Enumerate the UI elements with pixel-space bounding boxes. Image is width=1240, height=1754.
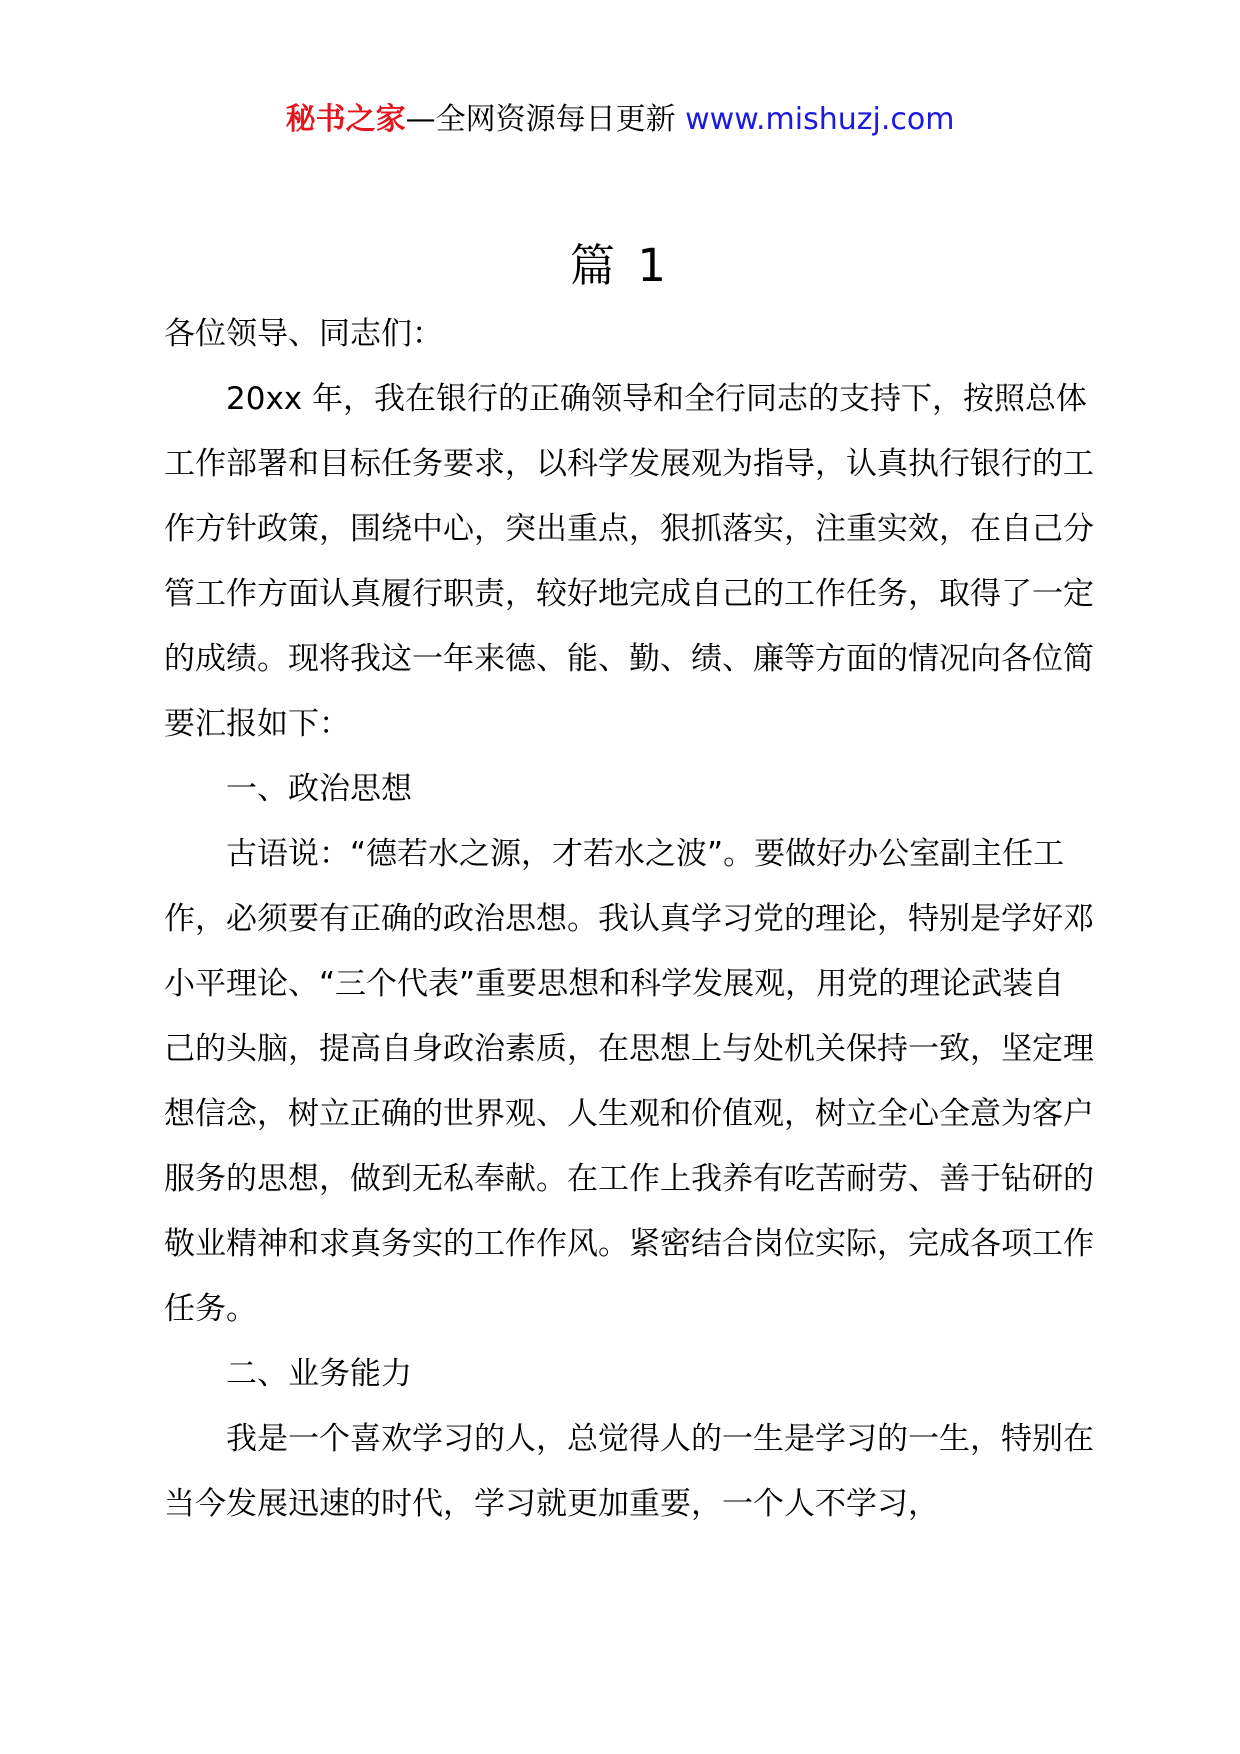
salutation: 各位领导、同志们： <box>164 316 443 352</box>
document-body <box>164 302 1094 1537</box>
site-url-link[interactable]: www.mishuzj.com <box>685 102 955 137</box>
paragraph-politics: 古语说：“德若水之源，才若水之波”。要做好办公室副主任工作，必须要有正确的政治思想。我认真学习党的理论，特别是学好邓小平理论、“三个代表”重要思想和科学发展观，用党的理论武装自己的头脑，提高自身政治素质，在思想上与处机关保持一致，坚定理想信念，树立正确的世界观、人生观和价值观，树立全心全意为客户服务的思想，做到无私奉献。在工作上我养有吃苦耐劳、善于钻研的敬业精神和求真务实的工作作风。紧密结合岗位实际，完成各项工作任务。 <box>164 836 1094 1327</box>
paragraph-ability: 我是一个喜欢学习的人，总觉得人的一生是学习的一生，特别在当今发展迅速的时代，学习就更加重要，一个人不学习， <box>164 1421 1094 1522</box>
site-brand: 秘书之家 <box>285 102 406 137</box>
section-heading-ability: 二、业务能力 <box>226 1356 412 1392</box>
site-tagline: —全网资源每日更新 <box>405 102 686 137</box>
paragraph-intro: 20xx 年，我在银行的正确领导和全行同志的支持下，按照总体工作部署和目标任务要求，以科学发展观为指导，认真执行银行的工作方针政策，围绕中心，突出重点，狠抓落实，注重实效，在自己分管工作方面认真履行职责，较好地完成自己的工作任务，取得了一定的成绩。现将我这一年来德、能、勤、绩、廉等方面的情况向各位简要汇报如下： <box>164 381 1094 742</box>
document-title: 篇 1 <box>570 239 670 292</box>
site-header <box>0 100 1240 140</box>
section-heading-politics: 一、政治思想 <box>226 771 412 807</box>
